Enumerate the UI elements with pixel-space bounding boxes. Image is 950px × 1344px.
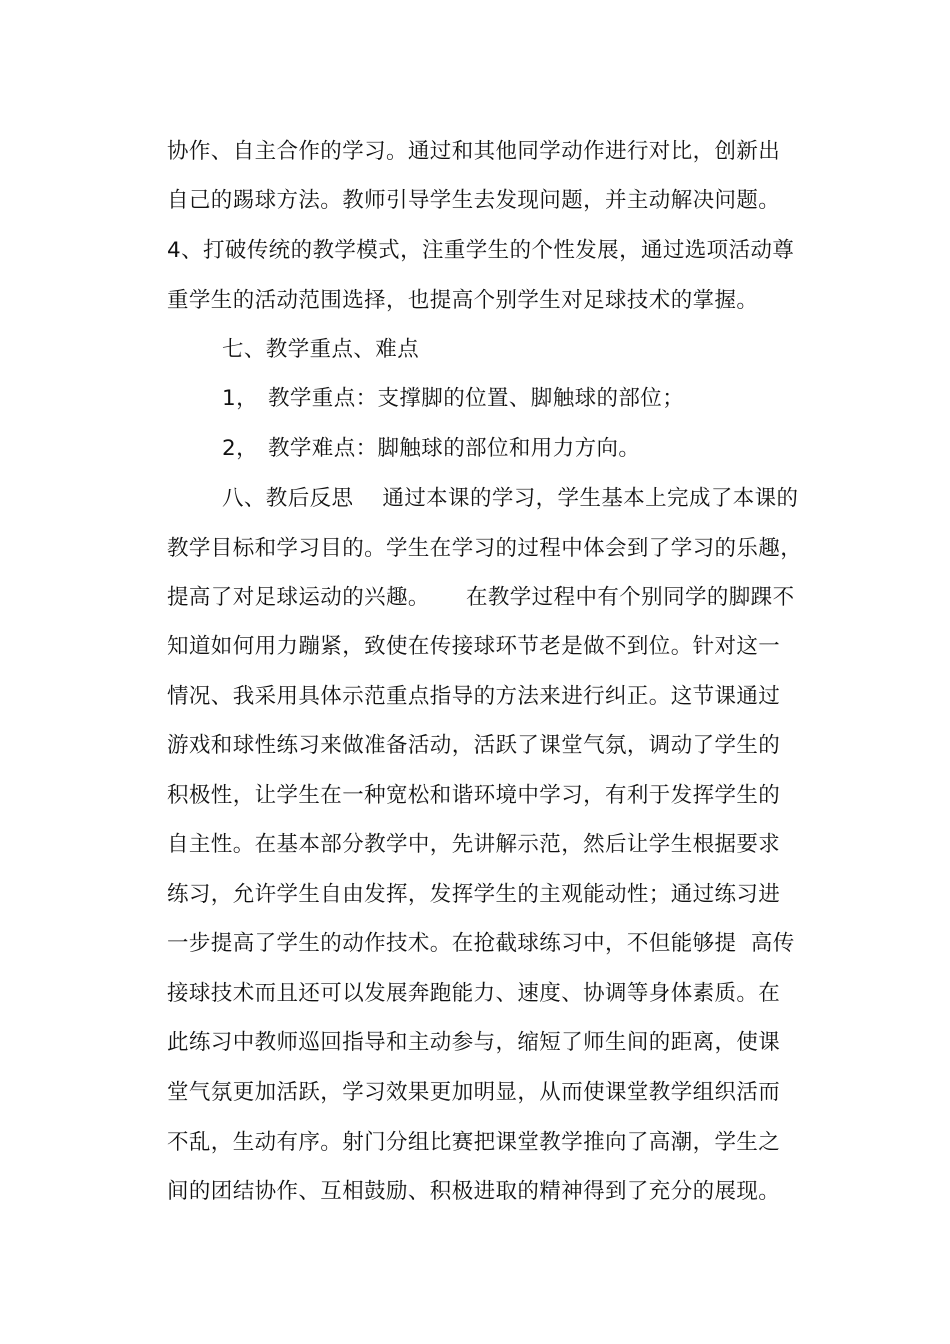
paragraph-line: 知道如何用力蹦紧，致使在传接球环节老是做不到位。针对这一	[167, 634, 781, 659]
paragraph-line: 堂气氛更加活跃，学习效果更加明显，从而使课堂教学组织活而	[167, 1080, 781, 1105]
paragraph-line: 自主性。在基本部分教学中，先讲解示范，然后让学生根据要求	[167, 832, 781, 857]
paragraph-line: 4、打破传统的教学模式，注重学生的个性发展，通过选项活动尊	[167, 238, 795, 263]
paragraph-line: 游戏和球性练习来做准备活动，活跃了课堂气氛，调动了学生的	[167, 733, 781, 758]
paragraph-line: 练习，允许学生自由发挥，发挥学生的主观能动性；通过练习进	[167, 882, 781, 907]
list-item	[222, 384, 902, 414]
list-item-number: 2，	[222, 436, 258, 461]
list-item-text: 教学重点：支撑脚的位置、脚触球的部位；	[268, 386, 685, 411]
list-item-number: 1，	[222, 386, 258, 411]
paragraph-line: 一步提高了学生的动作技术。在抢截球练习中，不但能够提 高传	[167, 931, 795, 956]
paragraph-line: 此练习中教师巡回指导和主动参与，缩短了师生间的距离，使课	[167, 1030, 781, 1055]
paragraph-line: 接球技术而且还可以发展奔跑能力、速度、协调等身体素质。在	[167, 981, 781, 1006]
section-heading: 七、教学重点、难点	[222, 337, 420, 362]
section-heading: 八、教后反思 通过本课的学习，学生基本上完成了本课的	[222, 486, 799, 511]
paragraph-line: 提高了对足球运动的兴趣。 在教学过程中有个别同学的脚踝不	[167, 585, 795, 610]
list-item-text: 教学难点：脚触球的部位和用力方向。	[268, 436, 641, 461]
paragraph-line: 教学目标和学习目的。学生在学习的过程中体会到了学习的乐趣，	[167, 536, 803, 561]
paragraph-line: 积极性，让学生在一种宽松和谐环境中学习，有利于发挥学生的	[167, 783, 781, 808]
paragraph-line: 自己的踢球方法。教师引导学生去发现问题，并主动解决问题。	[167, 188, 781, 213]
paragraph-line: 不乱，生动有序。射门分组比赛把课堂教学推向了高潮，学生之	[167, 1130, 781, 1155]
list-item	[222, 434, 902, 464]
paragraph-line: 协作、自主合作的学习。通过和其他同学动作进行对比，创新出	[167, 139, 781, 164]
paragraph-line: 重学生的活动范围选择，也提高个别学生对足球技术的掌握。	[167, 288, 759, 313]
paragraph-line: 情况、我采用具体示范重点指导的方法来进行纠正。这节课通过	[167, 684, 781, 709]
paragraph-line: 间的团结协作、互相鼓励、积极进取的精神得到了充分的展现。	[167, 1179, 781, 1204]
